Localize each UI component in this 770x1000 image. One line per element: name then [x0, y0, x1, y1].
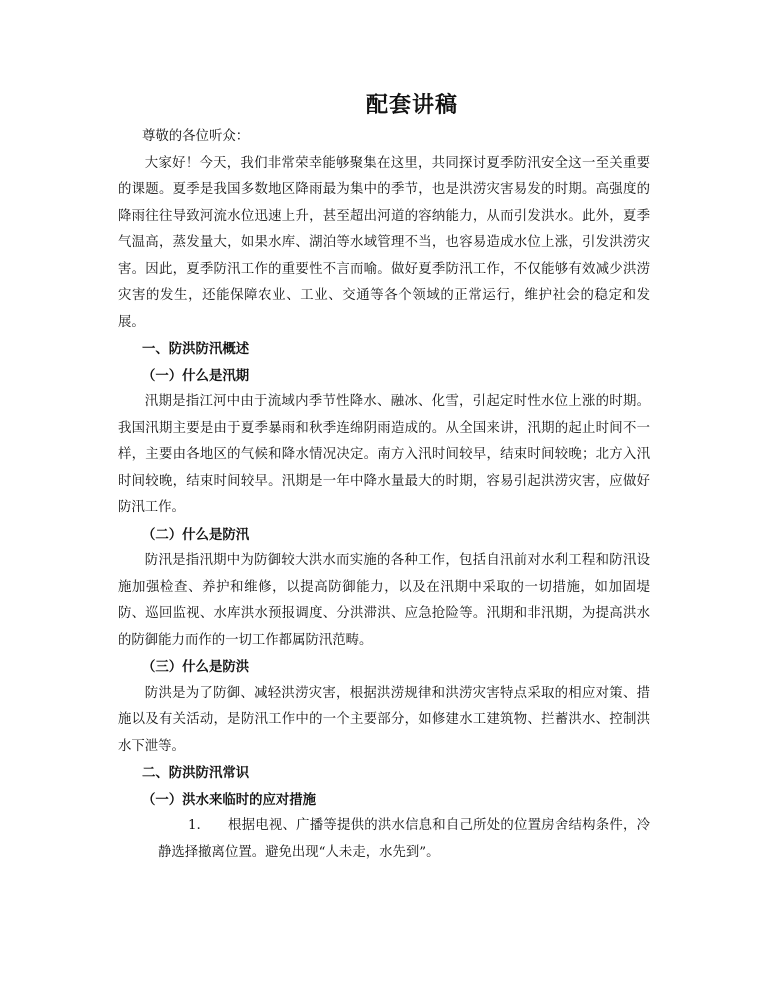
document-body: [118, 124, 650, 866]
list-item: [118, 813, 650, 866]
list-item-number: 1.: [188, 818, 201, 833]
greeting: 尊敬的各位听众：: [142, 129, 250, 144]
paragraph-flood-season: 汛期是指江河中由于流域内季节性降水、融冰、化雪，引起定时性水位上涨的时期。我国汛期主要是由于夏季暴雨和秋季连绵阴雨造成的。从全国来讲，汛期的起止时间不一样，主要由各地区的气候和降水情况决定。南方入汛时间较早，结束时间较晚；北方入汛时间较晚，结束时间较早。汛期是一年中降水量最大的时期，容易引起洪涝灾害，应做好防汛工作。: [118, 394, 650, 515]
page-title: 配套讲稿: [365, 92, 458, 118]
section-heading-common-knowledge: 二、防洪防汛常识: [142, 765, 250, 781]
paragraph-flood-control: 防洪是为了防御、减轻洪涝灾害，根据洪涝规律和洪涝灾害特点采取的相应对策、措施以及有关活动，是防汛工作中的一个主要部分，如修建水工建筑物、拦蓄洪水、控制洪水下泄等。: [118, 685, 650, 754]
subsection-heading-flood-prevention: （二）什么是防汛: [142, 526, 250, 543]
subsection-heading-response-measures: （一）洪水来临时的应对措施: [142, 791, 317, 808]
intro-paragraph: 大家好！今天，我们非常荣幸能够聚集在这里，共同探讨夏季防汛安全这一至关重要的课题。夏季是我国多数地区降雨最为集中的季节，也是洪涝灾害易发的时期。高强度的降雨往往导致河流水位迅速上升，甚至超出河道的容纳能力，从而引发洪水。此外，夏季气温高，蒸发量大，如果水库、湖泊等水域管理不当，也容易造成水位上涨，引发洪涝灾害。因此，夏季防汛工作的重要性不言而喻。做好夏季防汛工作，不仅能够有效减少洪涝灾害的发生，还能保障农业、工业、交通等各个领域的正常运行，维护社会的稳定和发展。: [118, 155, 650, 330]
paragraph-flood-prevention: 防汛是指汛期中为防御较大洪水而实施的各种工作，包括自汛前对水利工程和防汛设施加强检查、养护和维修，以提高防御能力，以及在汛期中采取的一切措施，如加固堤防、巡回监视、水库洪水预报调度、分洪滞洪、应急抢险等。汛期和非汛期，为提高洪水的防御能力而作的一切工作都属防汛范畴。: [118, 553, 650, 648]
subsection-heading-flood-season: （一）什么是汛期: [142, 367, 250, 384]
section-heading-overview: 一、防洪防汛概述: [142, 341, 250, 357]
subsection-heading-flood-control: （三）什么是防洪: [142, 659, 250, 675]
list-item-text: 根据电视、广播等提供的洪水信息和自己所处的位置房舍结构条件，冷静选择撤离位置。避免出现“人未走，水先到”。: [158, 818, 650, 860]
document-page: [118, 0, 650, 1000]
